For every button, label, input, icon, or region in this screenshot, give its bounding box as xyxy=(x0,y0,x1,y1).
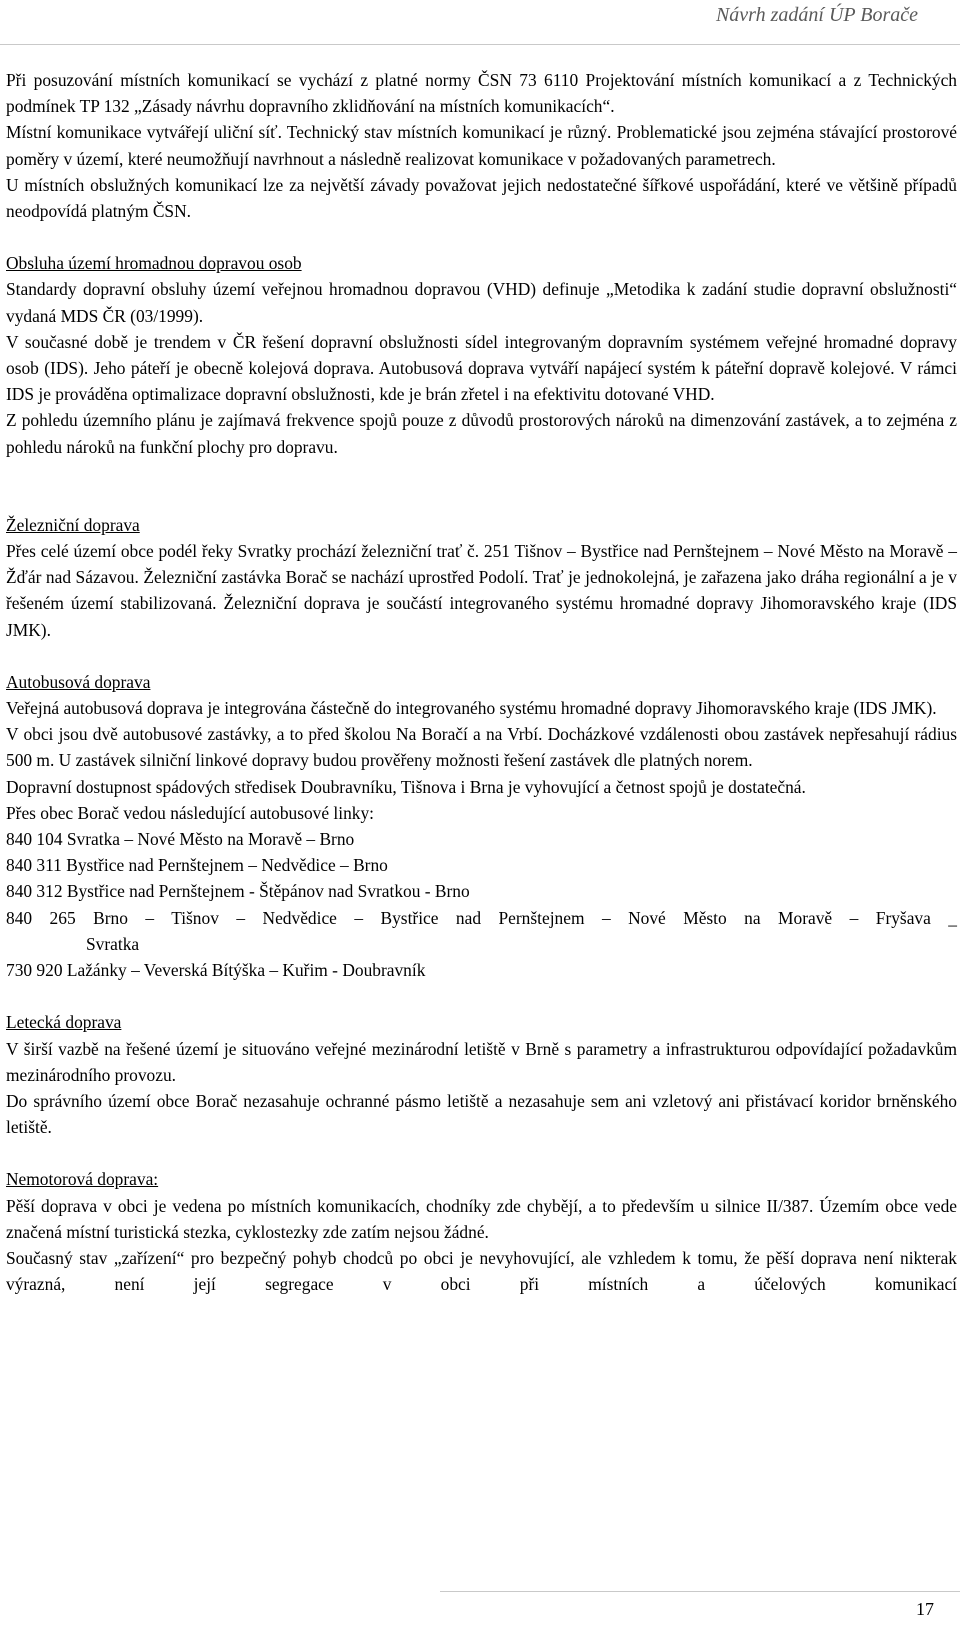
air-paragraph-2: Do správního území obce Borač nezasahuje ochranné pásmo letiště a nezasahuje sem ani vzletový ani přistávací koridor brněnského letiště. xyxy=(6,1090,957,1138)
intro-paragraph-1: Při posuzování místních komunikací se vychází z platné normy ČSN 73 6110 Projektování místních komunikací a z Technických podmínek TP 132 „Zásady návrhu dopravního zklidňování na místních komunikacích“. xyxy=(6,70,957,117)
section-heading-public-transport: Obsluha území hromadnou dopravou osob xyxy=(6,253,302,274)
bus-paragraph-3: Dopravní dostupnost spádových středisek Doubravníku, Tišnova i Brna je vyhovující a četnost spojů je dostatečná. xyxy=(6,776,806,797)
bus-paragraph-2: V obci jsou dvě autobusové zastávky, a to před školou Na Boračí a na Vrbí. Docházkové vzdálenosti obou zastávek nepřesahují rádius 500 m. U zastávek silniční linkové dopravy budou prověřeny možnosti řešení zastávek dle platných norem. xyxy=(6,724,957,771)
spacer xyxy=(6,983,957,1009)
footer-rule xyxy=(440,1591,960,1592)
intro-paragraph-2: Místní komunikace vytvářejí uliční síť. Technický stav místních komunikací je různý. Problematické jsou zejména stávající prostorové poměry v území, které neumožňují navrhnout a následně realizovat komunikace v požadovaných parametrech. xyxy=(6,122,957,169)
document-header: Návrh zadání ÚP Borače xyxy=(715,4,918,26)
public-transport-paragraph-3: Z pohledu územního plánu je zajímavá frekvence spojů pouze z důvodů prostorových nároků na dimenzování zastávek, a to zejména z pohledu nároků na funkční plochy pro dopravu. xyxy=(6,410,957,457)
section-heading-air: Letecká doprava xyxy=(6,1012,122,1033)
page-number: 17 xyxy=(916,1599,934,1619)
bus-line-item: 840 104 Svratka – Nové Město na Moravě – Brno xyxy=(6,829,355,850)
air-paragraph-1: V širší vazbě na řešené území je situováno veřejné mezinárodní letiště v Brně s parametry a infrastrukturou odpovídající požadavkům mezinárodního provozu. xyxy=(6,1038,957,1085)
intro-paragraph-3: U místních obslužných komunikací lze za největší závady považovat jejich nedostatečné šířkové uspořádání, které ve většině případů neodpovídá platným ČSN. xyxy=(6,174,957,222)
spacer xyxy=(6,1140,957,1166)
bus-line-item: 840 311 Bystřice nad Pernštejnem – Nedvědice – Brno xyxy=(6,855,388,876)
public-transport-paragraph-1: Standardy dopravní obsluhy území veřejnou hromadnou dopravou (VHD) definuje „Metodika k zadání studie dopravní obslužnosti“ vydaná MDS ČR (03/1999). xyxy=(6,279,957,326)
spacer xyxy=(6,224,957,250)
section-heading-railway: Železniční doprava xyxy=(6,514,140,535)
non-motorized-paragraph-1: Pěší doprava v obci je vedena po místních komunikacích, chodníky zde chybějí, a to především u silnice II/387. Územím obce vede značená místní turistická stezka, cyklostezky zde zatím nejsou žádné. xyxy=(6,1195,957,1242)
header-rule xyxy=(0,44,960,45)
section-heading-bus: Autobusová doprava xyxy=(6,671,151,692)
public-transport-paragraph-2: V současné době je trendem v ČR řešení dopravní obslužnosti sídel integrovaným dopravním systémem veřejné hromadné dopravy osob (IDS). Jeho páteří je obecně kolejová doprava. Autobusová doprava vytváří napájecí systém k páteřní dopravě kolejové. V rámci IDS je prováděna optimalizace dopravní obslužnosti, kde je brán zřetel i na efektivitu dotované VHD. xyxy=(6,331,957,405)
page-content xyxy=(6,67,957,1297)
non-motorized-paragraph-2: Současný stav „zařízení“ pro bezpečný pohyb chodců po obci je nevyhovující, ale vzhledem k tomu, že pěší doprava není nikterak výrazná, není její segregace v obci při místních a účelových komunikací xyxy=(6,1247,957,1295)
spacer xyxy=(6,460,957,512)
bus-line-item-continuation: Svratka xyxy=(86,933,140,954)
bus-line-item: 840 265 Brno – Tišnov – Nedvědice – Bystřice nad Pernštejnem – Nové Město na Moravě – Fryšava _ xyxy=(6,907,957,928)
bus-paragraph-4: Přes obec Borač vedou následující autobusové linky: xyxy=(6,802,375,823)
railway-paragraph-1: Přes celé území obce podél řeky Svratky prochází železniční trať č. 251 Tišnov – Bystřice nad Pernštejnem – Nové Město na Moravě – Žďár nad Sázavou. Železniční zastávka Borač se nachází uprostřed Podolí. Trať je jednokolejná, je zařazena jako dráha regionální a je v řešeném území stabilizovaná. Železniční doprava je součástí integrovaného systému hromadné dopravy Jihomoravského kraje (IDS JMK). xyxy=(6,541,957,640)
bus-paragraph-1: Veřejná autobusová doprava je integrována částečně do integrovaného systému hromadné dopravy Jihomoravského kraje (IDS JMK). xyxy=(6,698,937,719)
section-heading-non-motorized: Nemotorová doprava: xyxy=(6,1169,159,1190)
bus-line-item: 730 920 Lažánky – Veverská Bítýška – Kuřim - Doubravník xyxy=(6,960,426,981)
spacer xyxy=(6,643,957,669)
bus-line-item: 840 312 Bystřice nad Pernštejnem - Štěpánov nad Svratkou - Brno xyxy=(6,881,470,902)
